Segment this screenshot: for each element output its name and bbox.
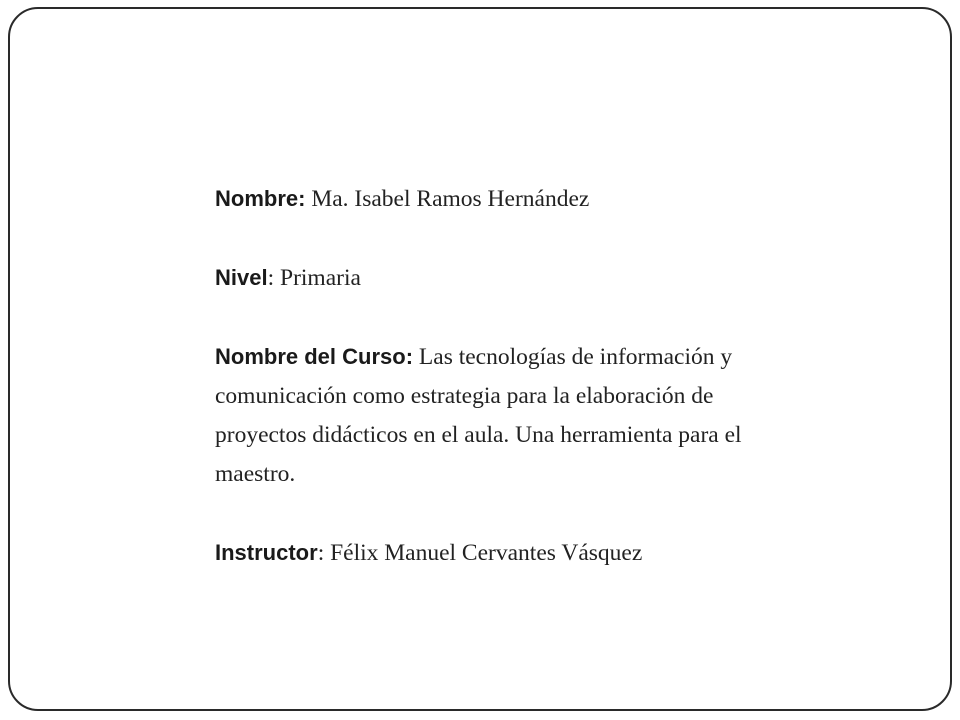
field-label: Nombre:: [215, 186, 306, 211]
slide-content: [215, 179, 795, 573]
field-value: Las tecnologías de información y comunicación como estrategia para la elaboración de proyectos didácticos en el aula. Una herramienta para el maestro.: [215, 344, 742, 487]
spacer: [215, 219, 795, 258]
field-nivel: [215, 258, 795, 298]
field-nombre: [215, 179, 795, 219]
field-value: Félix Manuel Cervantes Vásquez: [324, 540, 643, 566]
spacer: [215, 494, 795, 533]
spacer: [215, 298, 795, 337]
field-label: Nivel: [215, 265, 268, 290]
slide-frame: [8, 7, 952, 711]
field-separator: :: [267, 265, 275, 291]
field-label: Nombre del Curso:: [215, 344, 414, 369]
field-label: Instructor: [215, 540, 318, 565]
field-instructor: [215, 533, 795, 573]
field-value: Ma. Isabel Ramos Hernández: [305, 186, 590, 212]
field-value: Primaria: [274, 265, 361, 291]
field-separator: :: [317, 540, 325, 566]
field-curso: [215, 337, 795, 494]
